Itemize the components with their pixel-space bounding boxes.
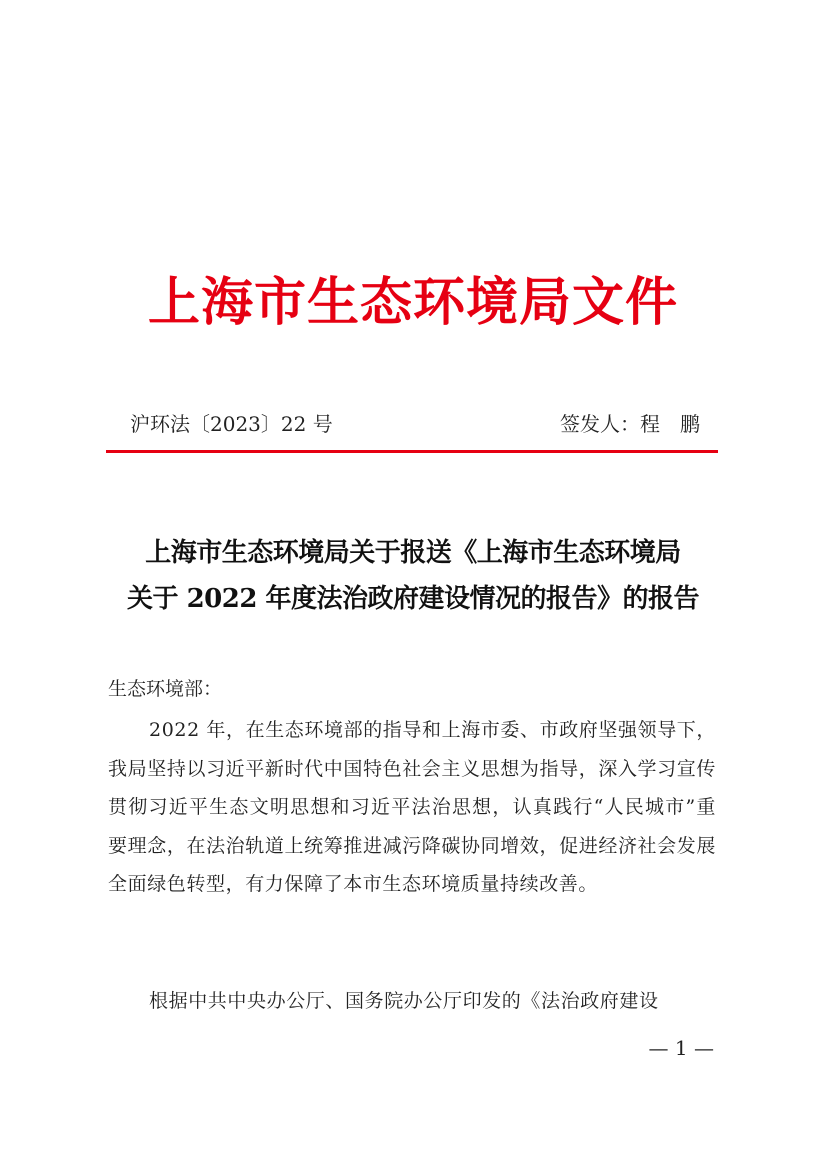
page-number: — 1 — [648,1036,714,1060]
signer: 签发人：程 鹏 [560,412,700,436]
body-paragraph-2: 根据中共中央办公厅、国务院办公厅印发的《法治政府建设 [149,990,659,1012]
body-paragraph-1: 2022 年，在生态环境部的指导和上海市委、市政府坚强领导下，我局坚持以习近平新时代中国特色社会主义思想为指导，深入学习宣传贯彻习近平生态文明思想和习近平法治思想，认真践行“人民城市”重要理念，在法治轨道上统筹推进减污降碳协同增效，促进经济社会发展全面绿色转型，有力保障了本市生态环境质量持续改善。 [108,719,716,895]
document-title-line-1: 上海市生态环境局关于报送《上海市生态环境局 [145,538,681,568]
salutation: 生态环境部： [108,678,223,700]
red-divider-line [106,450,718,453]
document-title [96,530,730,622]
document-number: 沪环法〔2023〕22 号 [130,412,333,436]
document-title-line-2: 关于 2022 年度法治政府建设情况的报告》的报告 [127,584,699,614]
agency-masthead-title: 上海市生态环境局文件 [147,272,678,333]
